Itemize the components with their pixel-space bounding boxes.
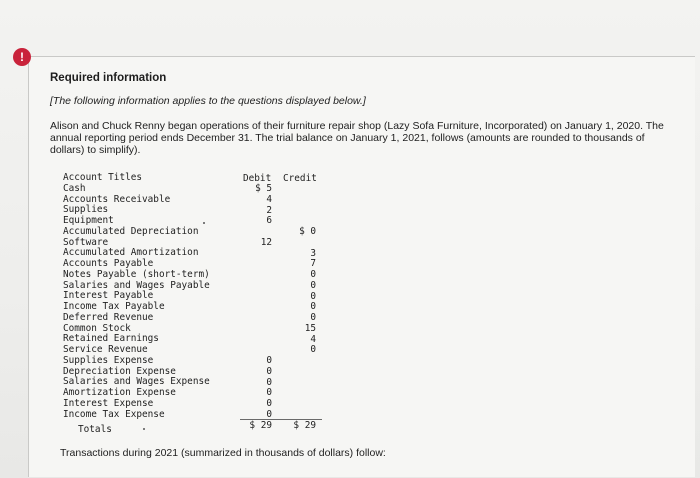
credit-cell: 0 xyxy=(310,279,316,291)
credit-cell: 4 xyxy=(310,333,316,345)
debit-cell: 0 xyxy=(266,376,272,388)
account-row: Interest Expense xyxy=(63,397,154,409)
account-row: Accounts Receivable xyxy=(63,193,171,205)
account-row: Equipment xyxy=(63,215,114,226)
debit-cell: 12 xyxy=(260,236,272,248)
credit-cell: 0 xyxy=(310,312,316,323)
account-row: Salaries and Wages Payable xyxy=(63,279,210,291)
credit-header: Credit xyxy=(283,173,317,184)
transactions-intro: Transactions during 2021 (summarized in thousands of dollars) follow: xyxy=(60,447,386,459)
intro-paragraph: Alison and Chuck Renny began operations of their furniture repair shop (Lazy Sofa Furniture, Incorporated) on January 1, 2020. The annual reporting period ends December 31. The trial balance on January 1, 2021, follows (amounts are rounded to thousands of dollars) to simplify). xyxy=(50,120,664,156)
totals-label: Totals xyxy=(78,424,112,435)
debit-cell: 6 xyxy=(266,215,272,227)
credit-cell: 0 xyxy=(310,301,316,313)
debit-cell: 0 xyxy=(266,365,272,377)
account-row: Retained Earnings xyxy=(63,333,159,345)
account-row: Common Stock xyxy=(63,322,131,334)
account-titles-header: Account Titles xyxy=(63,172,143,183)
account-row: Cash xyxy=(63,182,86,194)
credit-cell: 0 xyxy=(310,269,316,280)
account-row: Accumulated Amortization xyxy=(63,247,199,259)
debit-cell: 2 xyxy=(266,204,272,216)
debit-total: $ 29 xyxy=(249,420,272,431)
account-row: Software xyxy=(63,236,109,248)
account-row: Supplies xyxy=(63,204,109,216)
account-row: Accounts Payable xyxy=(63,258,154,269)
account-titles-column xyxy=(63,173,210,420)
account-row: Service Revenue xyxy=(63,344,148,355)
credit-cell: $ 0 xyxy=(299,226,316,237)
alert-icon: ! xyxy=(13,48,31,66)
credit-cell: 0 xyxy=(310,344,316,356)
account-row: Interest Payable xyxy=(63,290,154,302)
account-row: Accumulated Depreciation xyxy=(63,225,199,237)
decorative-dot xyxy=(203,222,205,224)
account-row: Amortization Expense xyxy=(63,387,176,398)
credit-cell: 7 xyxy=(310,258,316,270)
debit-cell: 0 xyxy=(266,355,272,366)
account-row: Notes Payable (short-term) xyxy=(63,268,210,280)
account-row: Salaries and Wages Expense xyxy=(63,376,210,388)
account-row: Income Tax Expense xyxy=(63,408,165,420)
debit-cell: 0 xyxy=(266,398,272,409)
credit-total: $ 29 xyxy=(293,420,316,431)
credit-cell: 0 xyxy=(310,290,316,302)
debit-header: Debit xyxy=(243,173,272,184)
credit-cell: 15 xyxy=(304,322,316,334)
account-row: Depreciation Expense xyxy=(63,365,176,377)
debit-cell: $ 5 xyxy=(255,183,272,194)
credit-cell: 3 xyxy=(310,247,316,259)
account-row: Deferred Revenue xyxy=(63,311,154,323)
account-row: Income Tax Payable xyxy=(63,301,165,312)
section-subtitle: [The following information applies to the questions displayed below.] xyxy=(50,95,366,107)
debit-cell: 0 xyxy=(266,408,272,420)
debit-cell: 0 xyxy=(266,387,272,399)
decorative-dot xyxy=(143,428,145,430)
debit-cell: 4 xyxy=(266,193,272,205)
account-row: Supplies Expense xyxy=(63,354,154,366)
section-title: Required information xyxy=(50,72,167,84)
